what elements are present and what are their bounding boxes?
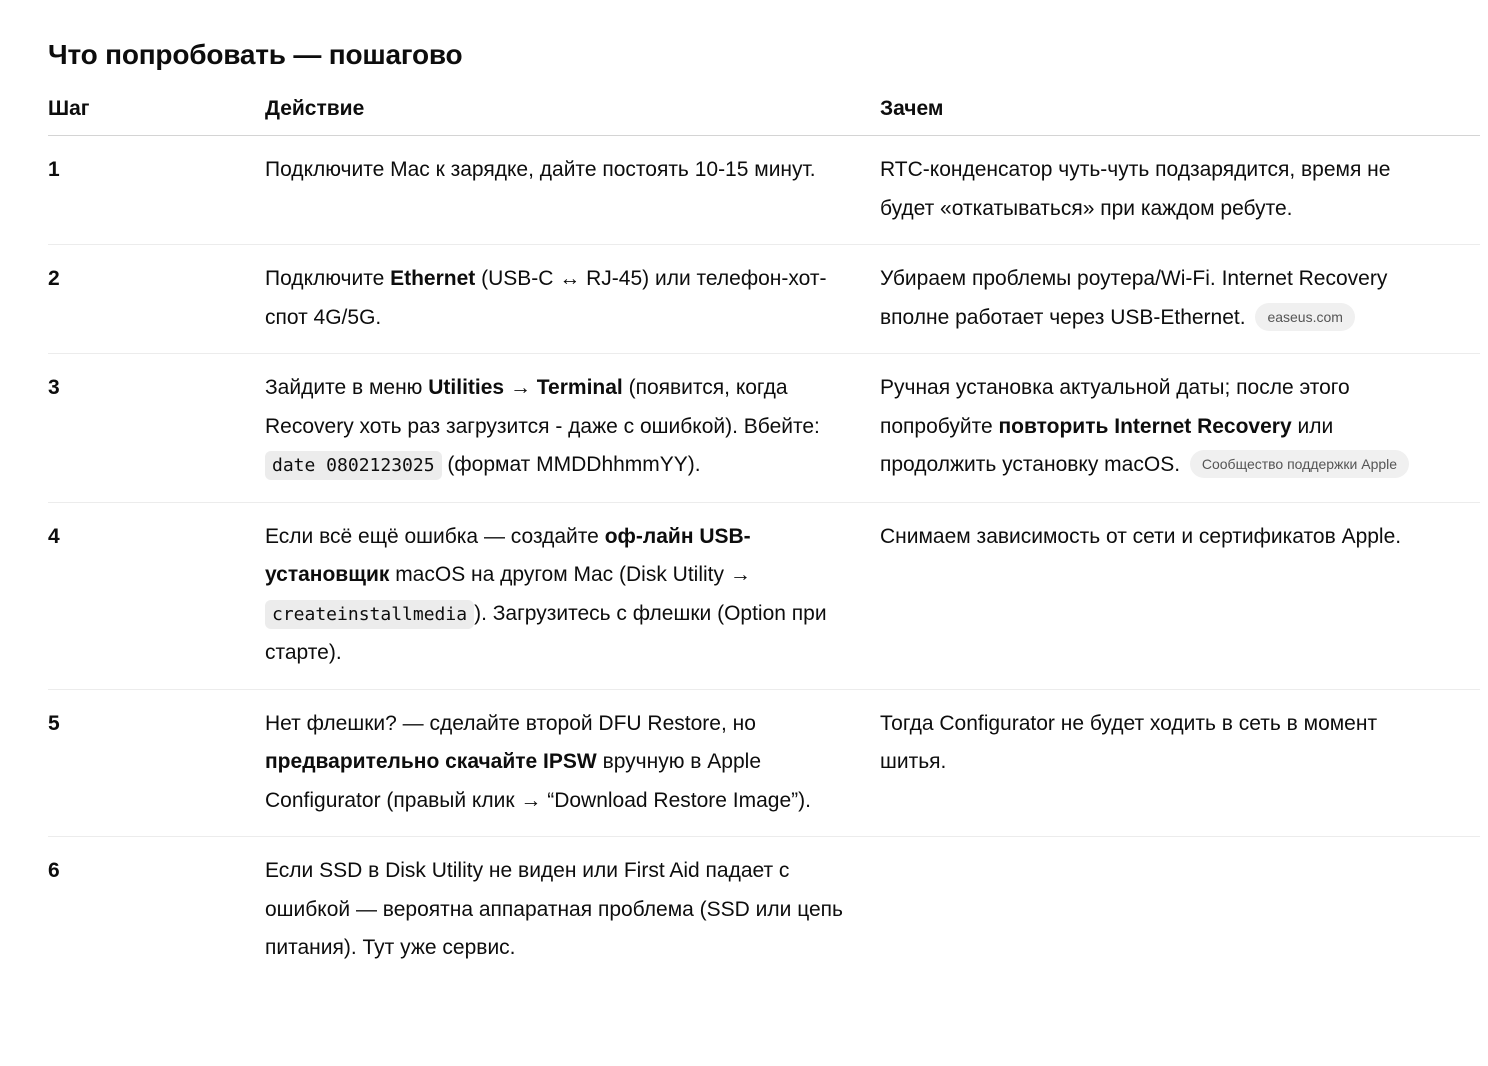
source-link-chip[interactable]: easeus.com <box>1255 303 1354 331</box>
table-row <box>48 689 1480 837</box>
step-number: 1 <box>48 136 265 245</box>
step-why <box>880 689 1480 837</box>
step-number: 3 <box>48 354 265 503</box>
action-text: Если всё ещё ошибка — создайте <box>265 524 605 548</box>
why-text: Тогда Configurator не будет ходить в сеть в момент шитья. <box>880 711 1378 773</box>
step-number: 6 <box>48 859 60 882</box>
why-text: Ручная установка актуальной даты; после этого попробуйте <box>880 376 1350 438</box>
table-row <box>48 837 1480 984</box>
why-text: Снимаем зависимость от сети и сертификатов Apple. <box>880 524 1402 548</box>
action-text: Если SSD в Disk Utility не виден или First Aid падает с ошибкой — вероятна аппаратная проблема (SSD или цепь питания). Тут уже сервис. <box>265 859 843 959</box>
inline-code: date 0802123025 <box>265 451 442 480</box>
source-link-chip[interactable]: Сообщество поддержки Apple <box>1190 450 1409 478</box>
step-action <box>265 502 880 689</box>
why-text: или продолжить установку macOS. <box>880 414 1334 476</box>
table-row <box>48 354 1480 503</box>
table-row <box>48 502 1480 689</box>
step-why <box>880 502 1480 689</box>
action-text: Подключите Mac к зарядке, дайте постоять 10-15 минут. <box>265 158 816 181</box>
step-action <box>265 689 880 837</box>
inline-code: createinstallmedia <box>265 600 474 629</box>
section-heading: Что попробовать — пошагово <box>48 39 463 70</box>
action-text: ). Загрузитесь с флешки (Option при старте). <box>265 601 827 664</box>
why-emphasis: повторить Internet Recovery <box>998 414 1292 438</box>
column-header-action: Действие <box>265 88 880 136</box>
action-text: (USB-C ↔ RJ-45) или телефон-хот-спот 4G/5G. <box>265 267 827 329</box>
step-why <box>880 245 1480 354</box>
action-text: (формат MMDDhhmmYY). <box>441 453 701 476</box>
action-text: Нет флешки? — сделайте второй DFU Restore, но <box>265 711 756 735</box>
column-header-step: Шаг <box>48 88 265 136</box>
table-header-row <box>48 88 1480 136</box>
step-why <box>880 837 1480 984</box>
column-header-why: Зачем <box>880 88 1480 136</box>
step-why <box>880 136 1480 245</box>
step-number: 4 <box>48 502 265 689</box>
action-emphasis: оф-лайн USB-установщик <box>265 524 751 586</box>
action-text: вручную в Apple Configurator (правый клик → “Download Restore Image”). <box>265 750 811 812</box>
why-text: Убираем проблемы роутера/Wi-Fi. Internet Recovery вполне работает через USB-Ethernet. <box>880 267 1388 329</box>
step-action <box>265 837 880 984</box>
step-action <box>265 136 880 245</box>
action-text: Подключите <box>265 267 391 290</box>
action-text: macOS на другом Mac (Disk Utility → <box>389 563 751 586</box>
action-emphasis: предварительно скачайте IPSW <box>265 750 597 773</box>
step-why <box>880 354 1480 503</box>
step-number: 2 <box>48 245 265 354</box>
why-text: RTC-конденсатор чуть-чуть подзарядится, время не будет «откатываться» при каждом ребуте. <box>880 158 1391 220</box>
action-text: (появится, когда Recovery хоть раз загрузится - даже с ошибкой). Вбейте: <box>265 376 820 438</box>
action-emphasis: Utilities → Terminal <box>428 376 623 399</box>
step-action <box>265 245 880 354</box>
table-row <box>48 136 1480 245</box>
action-emphasis: Ethernet <box>390 267 476 290</box>
step-action <box>265 354 880 503</box>
action-text: Зайдите в меню <box>265 376 429 399</box>
step-number: 5 <box>48 689 265 837</box>
table-row <box>48 245 1480 354</box>
steps-table <box>48 88 1480 984</box>
